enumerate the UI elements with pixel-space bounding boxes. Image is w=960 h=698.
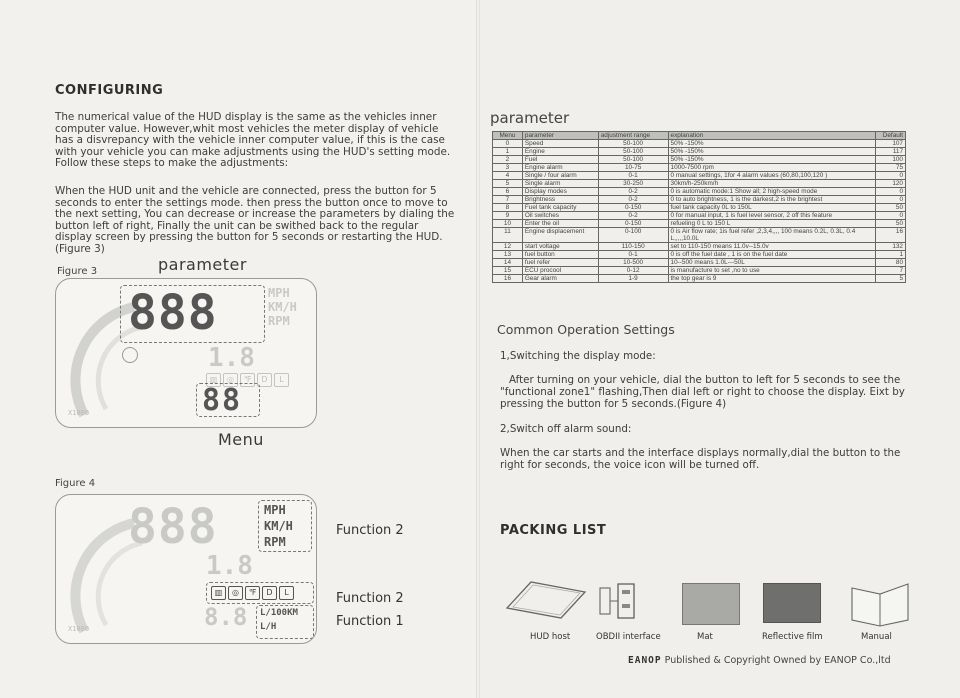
default-cell: 120 bbox=[876, 180, 906, 188]
parameter-cell: Engine alarm bbox=[522, 164, 598, 172]
default-cell: 132 bbox=[876, 243, 906, 251]
figure-4-label: Figure 4 bbox=[55, 478, 96, 489]
pack-label-manual: Manual bbox=[861, 632, 892, 642]
units-kmh: KM/H bbox=[268, 300, 297, 314]
default-cell: 50 bbox=[876, 220, 906, 228]
figure-3-title: parameter bbox=[158, 255, 247, 274]
fuel-icon: L bbox=[274, 373, 289, 387]
menu-cell: 16 bbox=[493, 275, 523, 283]
temperature-icon: ◎ bbox=[228, 586, 243, 600]
explanation-cell: 0 is automatic mode:1 Show all; 2 high-speed mode bbox=[668, 188, 875, 196]
range-cell: 0-150 bbox=[598, 220, 668, 228]
default-cell: 50 bbox=[876, 204, 906, 212]
menu-cell: 7 bbox=[493, 196, 523, 204]
configuring-para-1: The numerical value of the HUD display is the same as the vehicles inner computer value. However,whit most vehicles the meter display of vehicle has a disvrepancy with the vehicle inner computer value, if this is the case with your vehicle you can make adjustments using the HUD's setting mode. Follow these steps to make the adjustments: bbox=[55, 111, 451, 170]
menu-cell: 0 bbox=[493, 140, 523, 148]
units-kmh-4: KM/H bbox=[264, 519, 293, 533]
parameter-cell: Engine displacement bbox=[522, 228, 598, 243]
range-cell: 50-100 bbox=[598, 140, 668, 148]
parameter-cell: Display modes bbox=[522, 188, 598, 196]
units-rpm: RPM bbox=[268, 314, 290, 328]
explanation-cell: 50% -150% bbox=[668, 140, 875, 148]
table-row bbox=[493, 243, 906, 251]
hud-host-image bbox=[503, 578, 587, 620]
configuring-heading: CONFIGURING bbox=[55, 83, 164, 98]
pack-label-mat: Mat bbox=[697, 632, 713, 642]
reflective-film-image bbox=[763, 583, 821, 623]
table-row bbox=[493, 188, 906, 196]
default-cell: 0 bbox=[876, 172, 906, 180]
explanation-cell: 0 is off the fuel date , 1 is on the fuel date bbox=[668, 251, 875, 259]
default-cell: 75 bbox=[876, 164, 906, 172]
fahrenheit-icon: ℉ bbox=[245, 586, 260, 600]
menu-cell: 14 bbox=[493, 259, 523, 267]
parameter-table bbox=[492, 131, 906, 283]
default-cell: 0 bbox=[876, 196, 906, 204]
parameter-cell: Enter the oil bbox=[522, 220, 598, 228]
manual-image bbox=[850, 580, 910, 628]
main-digits: 888 bbox=[128, 285, 218, 341]
range-cell: 10-75 bbox=[598, 164, 668, 172]
explanation-cell: 50% -150% bbox=[668, 156, 875, 164]
explanation-cell: 10--500 means 1.0L---50L bbox=[668, 259, 875, 267]
col-parameter: parameter bbox=[522, 132, 598, 140]
temp-icon: ◎ bbox=[223, 373, 238, 387]
range-cell: 0-12 bbox=[598, 267, 668, 275]
table-header-row bbox=[493, 132, 906, 140]
common-settings-title: Common Operation Settings bbox=[497, 322, 675, 337]
range-cell: 0-2 bbox=[598, 188, 668, 196]
default-cell: 0 bbox=[876, 188, 906, 196]
units-mph-4: MPH bbox=[264, 503, 286, 517]
main-digits-faint: 888 bbox=[128, 499, 218, 555]
parameter-cell: ECU procool bbox=[522, 267, 598, 275]
status-icons-faint bbox=[206, 373, 289, 387]
alarm-subheading: 2,Switch off alarm sound: bbox=[500, 423, 632, 435]
explanation-cell: fuel tank capacity 0L to 150L bbox=[668, 204, 875, 212]
parameter-cell: Brightness bbox=[522, 196, 598, 204]
page-fold bbox=[476, 0, 480, 698]
lower-digits-faint: 8.8 bbox=[204, 603, 248, 631]
hud-figure-4 bbox=[55, 494, 317, 644]
tach-multiplier: X1000 bbox=[68, 409, 90, 417]
eanop-logo: EANOP bbox=[628, 655, 662, 666]
secondary-digits-faint-4: 1.8 bbox=[206, 551, 253, 581]
range-cell: 30-250 bbox=[598, 180, 668, 188]
table-row bbox=[493, 204, 906, 212]
tach-multiplier-4: X1000 bbox=[68, 625, 90, 633]
menu-cell: 1 bbox=[493, 148, 523, 156]
range-cell: 0-2 bbox=[598, 212, 668, 220]
status-icons bbox=[211, 586, 294, 600]
parameter-table-body bbox=[493, 140, 906, 283]
default-cell: 117 bbox=[876, 148, 906, 156]
range-cell: 50-100 bbox=[598, 148, 668, 156]
default-cell: 1 bbox=[876, 251, 906, 259]
default-cell: 80 bbox=[876, 259, 906, 267]
menu-caption: Menu bbox=[218, 430, 264, 449]
menu-cell: 3 bbox=[493, 164, 523, 172]
default-cell: 0 bbox=[876, 212, 906, 220]
default-cell: 5 bbox=[876, 275, 906, 283]
menu-cell: 11 bbox=[493, 228, 523, 243]
secondary-digits-faint: 1.8 bbox=[208, 343, 255, 373]
table-row bbox=[493, 251, 906, 259]
hud-figure-3 bbox=[55, 278, 317, 428]
explanation-cell: 50% -150% bbox=[668, 148, 875, 156]
parameter-cell: Speed bbox=[522, 140, 598, 148]
drive-gear-icon: D bbox=[262, 586, 277, 600]
menu-cell: 4 bbox=[493, 172, 523, 180]
col-range: adjustment range bbox=[598, 132, 668, 140]
table-row bbox=[493, 220, 906, 228]
parameter-cell: Fuel tank capacity bbox=[522, 204, 598, 212]
switch-mode-subheading: 1,Switching the display mode: bbox=[500, 350, 656, 362]
pack-label-reflective-film: Reflective film bbox=[762, 632, 823, 642]
menu-cell: 5 bbox=[493, 180, 523, 188]
fahrenheit-icon: ℉ bbox=[240, 373, 255, 387]
range-cell: 50-100 bbox=[598, 156, 668, 164]
table-row bbox=[493, 267, 906, 275]
table-row bbox=[493, 228, 906, 243]
menu-cell: 9 bbox=[493, 212, 523, 220]
default-cell: 7 bbox=[876, 267, 906, 275]
obdii-interface-image bbox=[596, 580, 656, 624]
col-explanation: explanation bbox=[668, 132, 875, 140]
table-row bbox=[493, 259, 906, 267]
explanation-cell: is manufacture to set ,no to use bbox=[668, 267, 875, 275]
parameter-cell: Single / four alarm bbox=[522, 172, 598, 180]
function-label-2: Function 2 bbox=[336, 591, 404, 606]
explanation-cell: the top gear is 9 bbox=[668, 275, 875, 283]
col-default: Default bbox=[876, 132, 906, 140]
parameter-cell: Fuel bbox=[522, 156, 598, 164]
parameter-cell: Gear alarm bbox=[522, 275, 598, 283]
switch-mode-text: After turning on your vehicle, dial the button to left for 5 seconds to see the "functional zone1" flashing,Then dial left or right to choose the display. Eixt by pressing the button for 5 seconds.(Figure 4) bbox=[500, 374, 905, 410]
explanation-cell: 0 to auto brightness, 1 is the darkest,2 is the brightest bbox=[668, 196, 875, 204]
table-row bbox=[493, 180, 906, 188]
parameter-cell: Single alarm bbox=[522, 180, 598, 188]
parameter-cell: fuel refer bbox=[522, 259, 598, 267]
alarm-text: When the car starts and the interface displays normally,dial the button to the right for seconds, the voice icon will be turned off. bbox=[500, 447, 901, 471]
explanation-cell: 0 manual settings, 1for 4 alarm values (60,80,100,120 ) bbox=[668, 172, 875, 180]
warning-icon bbox=[122, 347, 138, 363]
packing-list-heading: PACKING LIST bbox=[500, 523, 607, 538]
pack-label-hud-host: HUD host bbox=[530, 632, 571, 642]
consumption-l100km: L/100KM bbox=[260, 608, 298, 618]
copyright-text: Published & Copyright Owned by EANOP Co.,ltd bbox=[664, 655, 891, 666]
figure-3-label: Figure 3 bbox=[57, 266, 98, 277]
menu-cell: 10 bbox=[493, 220, 523, 228]
explanation-cell: 0 for manual input, 1 is fuel level sensor, 2 off this feature bbox=[668, 212, 875, 220]
footer bbox=[628, 655, 891, 666]
menu-cell: 12 bbox=[493, 243, 523, 251]
battery-icon: ▥ bbox=[211, 586, 226, 600]
range-cell: 0-100 bbox=[598, 228, 668, 243]
range-cell: 110-150 bbox=[598, 243, 668, 251]
menu-cell: 15 bbox=[493, 267, 523, 275]
configuring-para-2: When the HUD unit and the vehicle are connected, press the button for 5 seconds to enter the settings mode. then press the button once to move to the next setting, You can decrease or increase the parameters by dialing the button left of right, Finally the unit can be swithed back to the regular display screen by pressing the button for 5 seconds or restarting the HUD.(Figure 3) bbox=[55, 185, 455, 255]
default-cell: 107 bbox=[876, 140, 906, 148]
table-row bbox=[493, 275, 906, 283]
function-label-1: Function 2 bbox=[336, 523, 404, 538]
consumption-lh: L/H bbox=[260, 622, 277, 632]
range-cell: 0-2 bbox=[598, 196, 668, 204]
table-row bbox=[493, 156, 906, 164]
explanation-cell: set to 110-150 means 11.0v--15.0v bbox=[668, 243, 875, 251]
menu-cell: 13 bbox=[493, 251, 523, 259]
explanation-cell: 1000-7500 rpm bbox=[668, 164, 875, 172]
col-menu: Menu bbox=[493, 132, 523, 140]
explanation-cell: refueling 0 L to 150 L bbox=[668, 220, 875, 228]
menu-cell: 8 bbox=[493, 204, 523, 212]
table-row bbox=[493, 212, 906, 220]
function-label-3: Function 1 bbox=[336, 614, 404, 629]
range-cell: 0-1 bbox=[598, 172, 668, 180]
table-row bbox=[493, 148, 906, 156]
parameter-cell: Engine bbox=[522, 148, 598, 156]
explanation-cell: 0 is Air flow rate; 1is fuel refer ,2,3,4,,,, 100 means 0.2L, 0.3L, 0.4 L,,,,,10.0L bbox=[668, 228, 875, 243]
default-cell: 100 bbox=[876, 156, 906, 164]
mat-image bbox=[682, 583, 740, 625]
parameter-cell: fuel button bbox=[522, 251, 598, 259]
parameter-cell: Oil switches bbox=[522, 212, 598, 220]
menu-cell: 6 bbox=[493, 188, 523, 196]
parameter-title: parameter bbox=[490, 109, 570, 127]
menu-digits: 88 bbox=[202, 383, 243, 418]
drive-icon: D bbox=[257, 373, 272, 387]
parameter-cell: start voltage bbox=[522, 243, 598, 251]
explanation-cell: 30km/h-250km/h bbox=[668, 180, 875, 188]
range-cell: 0-1 bbox=[598, 251, 668, 259]
table-row bbox=[493, 140, 906, 148]
fuel-level-icon: L bbox=[279, 586, 294, 600]
table-row bbox=[493, 172, 906, 180]
pack-label-obdii: OBDII interface bbox=[596, 632, 661, 642]
table-row bbox=[493, 164, 906, 172]
battery-icon: ▥ bbox=[206, 373, 221, 387]
table-row bbox=[493, 196, 906, 204]
range-cell: 0-150 bbox=[598, 204, 668, 212]
units-rpm-4: RPM bbox=[264, 535, 286, 549]
default-cell: 16 bbox=[876, 228, 906, 243]
range-cell: 10-500 bbox=[598, 259, 668, 267]
units-mph: MPH bbox=[268, 286, 290, 300]
menu-cell: 2 bbox=[493, 156, 523, 164]
range-cell: 1-9 bbox=[598, 275, 668, 283]
